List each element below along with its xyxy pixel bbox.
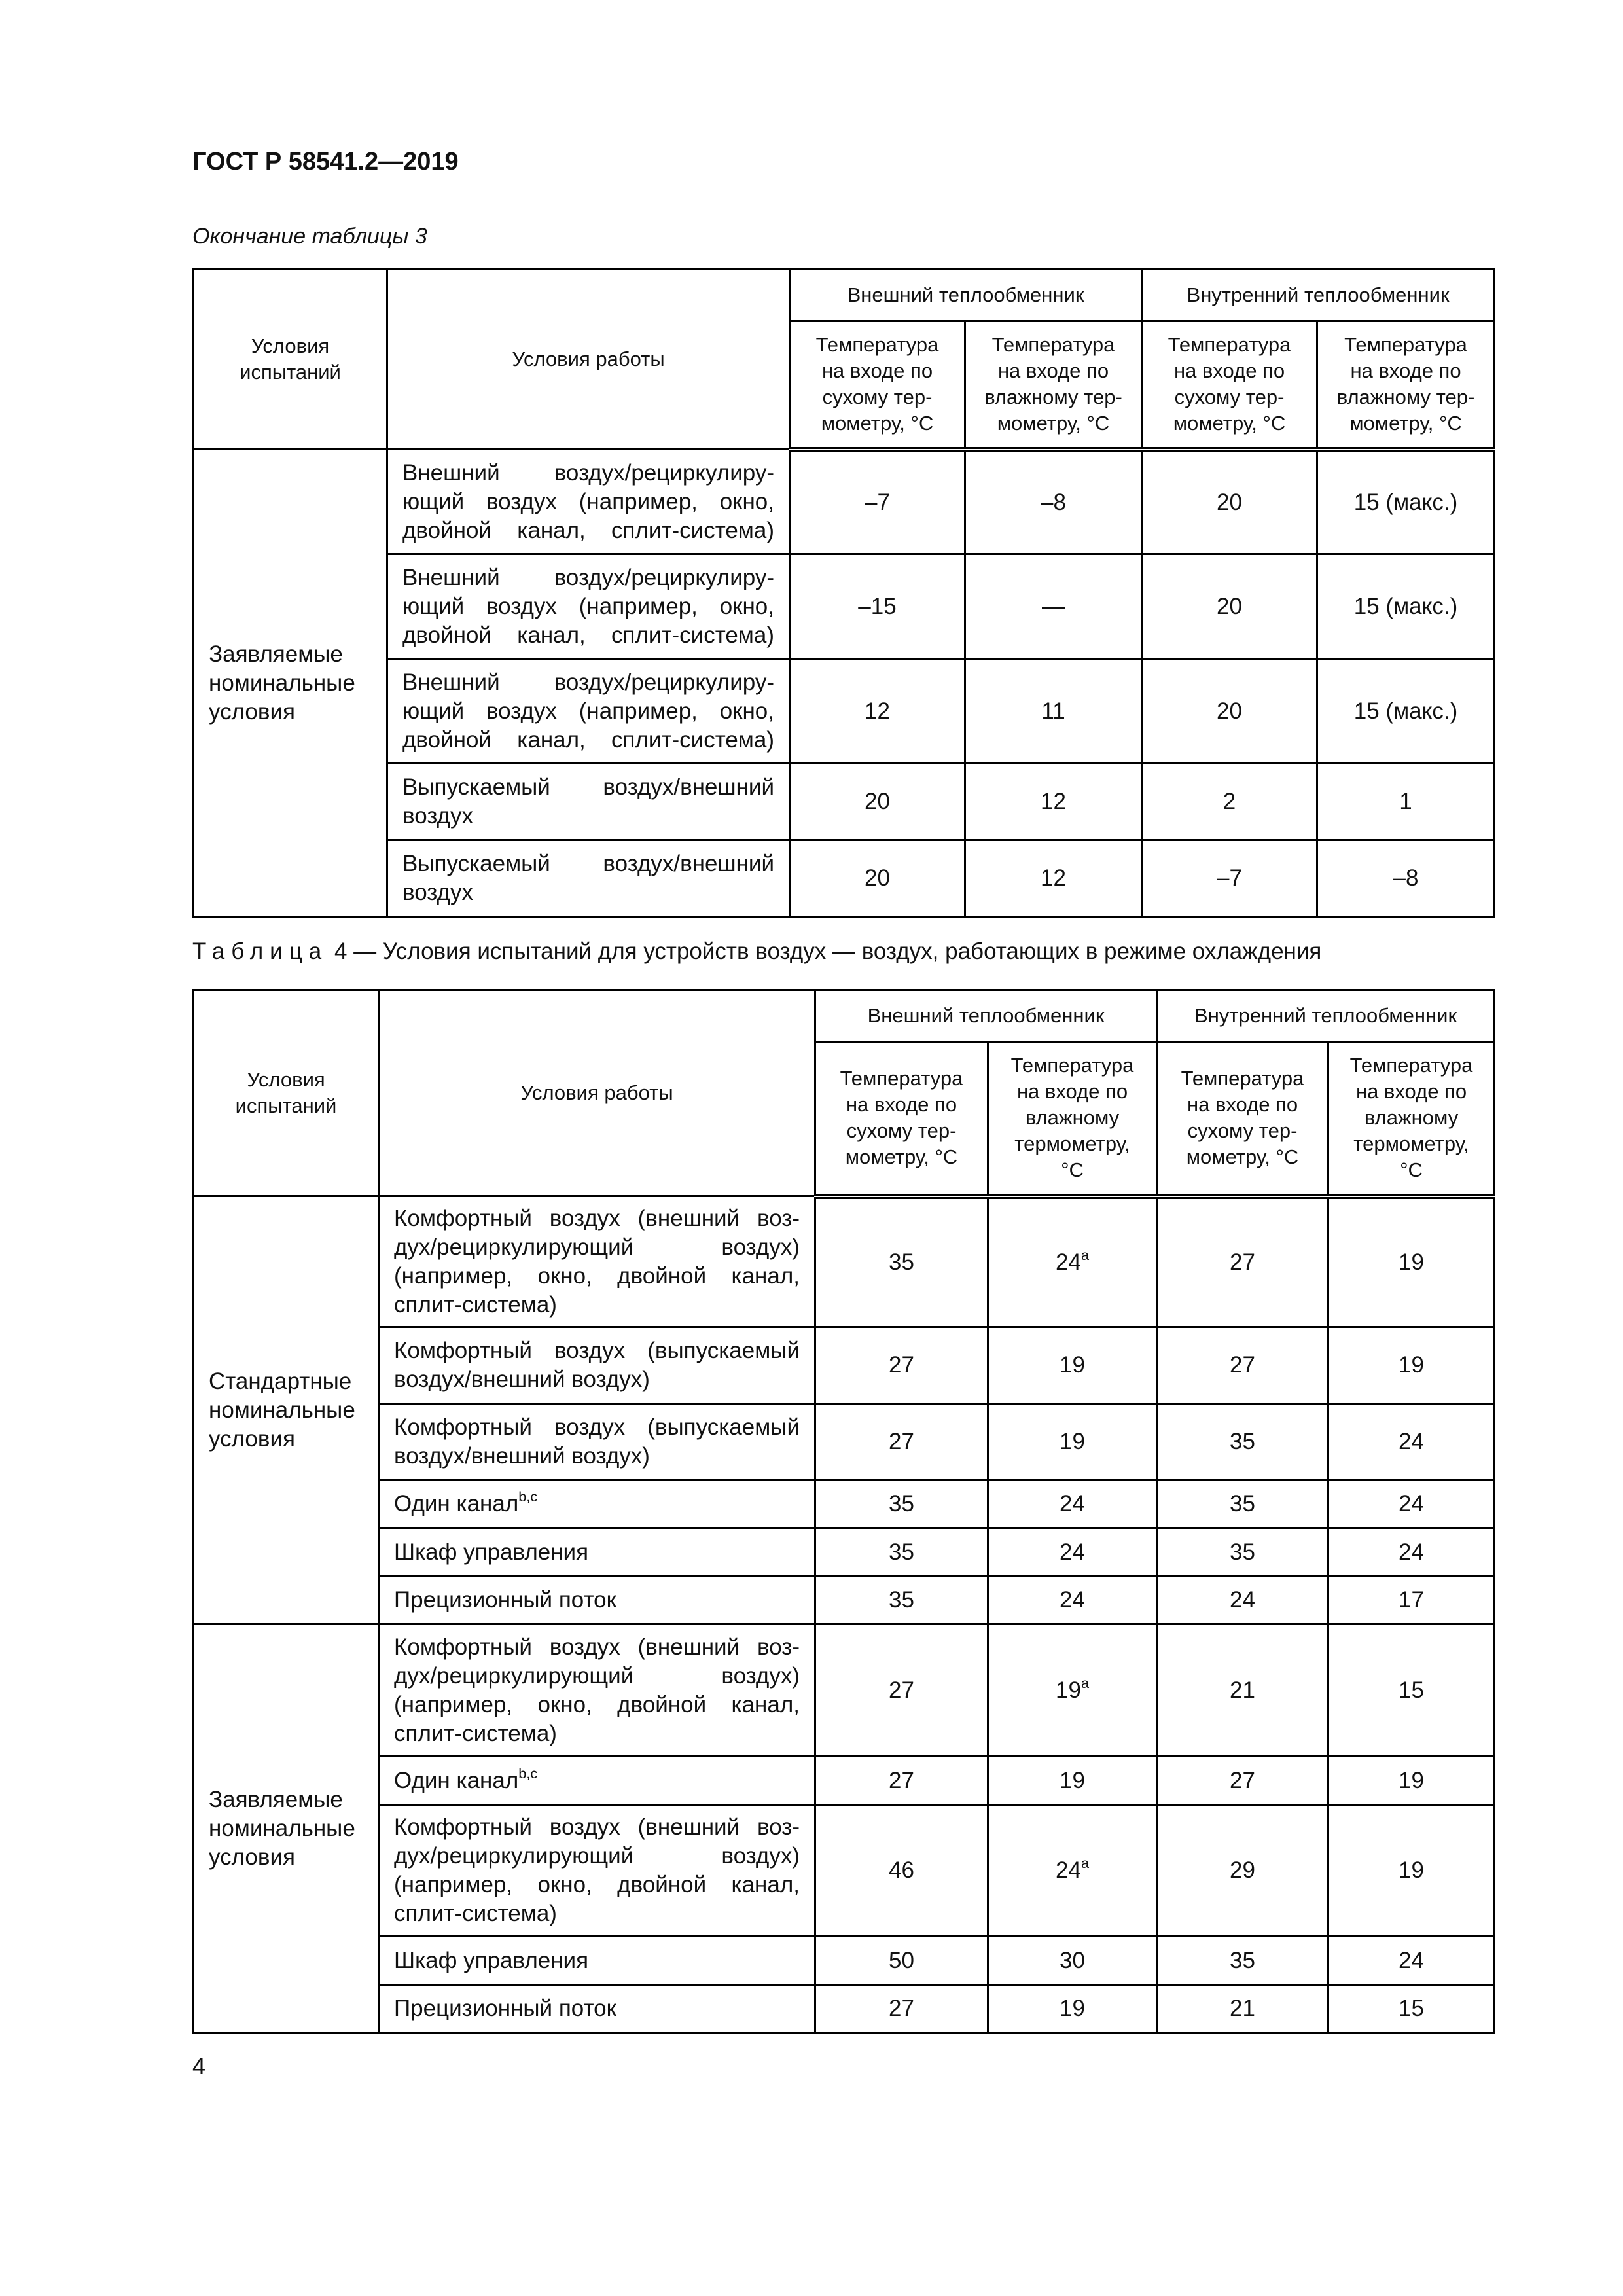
condition-cell: Прецизионный поток	[379, 1577, 815, 1624]
value-cell: 35	[1157, 1937, 1329, 1985]
value-cell: 24	[1329, 1528, 1495, 1577]
value-cell: 35	[1157, 1404, 1329, 1480]
condition-cell: Комфортный воздух (выпускаемый воздух/внешний воздух)	[379, 1327, 815, 1404]
condition-cell: Прецизионный поток	[379, 1985, 815, 2033]
value-cell: 24	[988, 1577, 1157, 1624]
footnote-ref: a	[1080, 1854, 1089, 1871]
value-cell: 35	[815, 1480, 988, 1528]
value-cell: 15	[1329, 1624, 1495, 1757]
header-indoor-hx: Внутренний теплообменник	[1142, 270, 1495, 321]
header-dry-bulb: Температура на входе по сухому тер-мометру, °C	[815, 1042, 988, 1196]
page-number: 4	[192, 2053, 206, 2079]
value-cell: 24	[1329, 1480, 1495, 1528]
table-row	[194, 1805, 1495, 1937]
table-row	[194, 1577, 1495, 1624]
value-cell: 35	[1157, 1528, 1329, 1577]
value-cell: 50	[815, 1937, 988, 1985]
row-group-label: Заявляемые номинальные условия	[194, 1624, 379, 2033]
value-cell: –15	[790, 554, 965, 659]
value-cell: 2	[1142, 764, 1317, 840]
value-cell: 35	[815, 1577, 988, 1624]
value-cell: –8	[965, 450, 1142, 554]
value-cell	[988, 1624, 1157, 1757]
header-wet-bulb: Температура на входе по влажному тер-мометру, °C	[1317, 321, 1495, 450]
value-cell: 19	[1329, 1196, 1495, 1327]
condition-cell	[379, 1757, 815, 1805]
condition-cell: Комфортный воздух (внешний воз-дух/рециркулирующий воздух) (например, окно, двойной канал, сплит-система)	[379, 1624, 815, 1757]
value-cell: 27	[815, 1327, 988, 1404]
header-test-conditions: Условия испытаний	[194, 990, 379, 1196]
value-cell: –8	[1317, 840, 1495, 917]
table-3	[192, 268, 1495, 918]
header-dry-bulb: Температура на входе по сухому тер-мометру, °C	[1157, 1042, 1329, 1196]
header-wet-bulb: Температура на входе по влажному термометру, °C	[988, 1042, 1157, 1196]
condition-cell: Шкаф управления	[379, 1937, 815, 1985]
table-row	[194, 554, 1495, 659]
value-cell: 21	[1157, 1624, 1329, 1757]
condition-cell: Шкаф управления	[379, 1528, 815, 1577]
table-row	[194, 1196, 1495, 1327]
header-indoor-hx: Внутренний теплообменник	[1157, 990, 1495, 1042]
value-cell: 19	[988, 1757, 1157, 1805]
row-group-label: Заявляемые номинальные условия	[194, 450, 387, 917]
value-cell: 15	[1329, 1985, 1495, 2033]
value-cell: 19	[1329, 1757, 1495, 1805]
condition-text: Один канал	[394, 1767, 519, 1793]
table-row	[194, 450, 1495, 554]
value-cell: 12	[965, 764, 1142, 840]
header-dry-bulb: Температура на входе по сухому тер-мометру, °C	[1142, 321, 1317, 450]
footnote-ref: a	[1080, 1674, 1089, 1691]
value-cell: 15 (макс.)	[1317, 554, 1495, 659]
footnote-ref: a	[1080, 1246, 1089, 1263]
condition-cell: Комфортный воздух (выпускаемый воздух/внешний воздух)	[379, 1404, 815, 1480]
value-cell: 46	[815, 1805, 988, 1937]
header-wet-bulb: Температура на входе по влажному тер-мометру, °C	[965, 321, 1142, 450]
value-cell: 20	[790, 840, 965, 917]
condition-cell: Комфортный воздух (внешний воз-дух/рециркулирующий воздух) (например, окно, двойной канал, сплит-система)	[379, 1196, 815, 1327]
condition-cell: Внешний воздух/рециркулиру-ющий воздух (например, окно, двойной канал, сплит-система)	[387, 554, 790, 659]
value-cell: 24	[1329, 1404, 1495, 1480]
table-row	[194, 1624, 1495, 1757]
value-cell: 17	[1329, 1577, 1495, 1624]
condition-cell	[379, 1480, 815, 1528]
condition-cell: Комфортный воздух (внешний воз-дух/рециркулирующий воздух) (например, окно, двойной канал, сплит-система)	[379, 1805, 815, 1937]
value-cell: –7	[1142, 840, 1317, 917]
header-operating-conditions: Условия работы	[387, 270, 790, 450]
value-cell	[988, 1805, 1157, 1937]
value-cell: 20	[1142, 659, 1317, 764]
table-4	[192, 989, 1495, 2034]
header-operating-conditions: Условия работы	[379, 990, 815, 1196]
value-cell: 15 (макс.)	[1317, 450, 1495, 554]
value-text: 24	[1056, 1249, 1081, 1275]
row-group-label: Стандартные номинальные условия	[194, 1196, 379, 1624]
table-row	[194, 1937, 1495, 1985]
table-row	[194, 840, 1495, 917]
value-cell: 24	[1157, 1577, 1329, 1624]
condition-cell: Выпускаемый воздух/внешний воздух	[387, 764, 790, 840]
value-cell: 35	[1157, 1480, 1329, 1528]
value-cell: 1	[1317, 764, 1495, 840]
table4-caption	[192, 939, 1321, 965]
table-row	[194, 1404, 1495, 1480]
value-cell: 20	[1142, 554, 1317, 659]
value-cell: 12	[965, 840, 1142, 917]
value-cell: 20	[1142, 450, 1317, 554]
value-cell: 35	[815, 1196, 988, 1327]
value-cell: 19	[1329, 1327, 1495, 1404]
value-cell: 24	[988, 1528, 1157, 1577]
table-row	[194, 1528, 1495, 1577]
value-cell: 27	[815, 1624, 988, 1757]
condition-cell: Выпускаемый воздух/внешний воздух	[387, 840, 790, 917]
table-row	[194, 1480, 1495, 1528]
footnote-ref: b,c	[518, 1488, 538, 1505]
header-test-conditions: Условия испытаний	[194, 270, 387, 450]
table4-caption-label: Таблица	[192, 939, 329, 964]
table4-caption-text: 4 — Условия испытаний для устройств воздух — воздух, работающих в режиме охлаждения	[334, 939, 1322, 964]
table-row	[194, 764, 1495, 840]
value-cell: –7	[790, 450, 965, 554]
table-row	[194, 1985, 1495, 2033]
value-cell: —	[965, 554, 1142, 659]
value-cell: 27	[1157, 1757, 1329, 1805]
value-cell: 24	[988, 1480, 1157, 1528]
value-cell: 27	[1157, 1196, 1329, 1327]
document-code: ГОСТ Р 58541.2—2019	[192, 148, 459, 175]
value-cell: 15 (макс.)	[1317, 659, 1495, 764]
value-cell: 19	[988, 1985, 1157, 2033]
value-cell: 27	[815, 1757, 988, 1805]
table3-caption: Окончание таблицы 3	[192, 224, 427, 249]
table-row	[194, 1757, 1495, 1805]
table-row	[194, 1327, 1495, 1404]
value-cell: 27	[1157, 1327, 1329, 1404]
value-cell: 35	[815, 1528, 988, 1577]
value-cell: 24	[1329, 1937, 1495, 1985]
value-cell: 27	[815, 1404, 988, 1480]
header-outdoor-hx: Внешний теплообменник	[790, 270, 1142, 321]
value-cell: 19	[988, 1404, 1157, 1480]
value-text: 24	[1056, 1857, 1081, 1883]
value-cell: 30	[988, 1937, 1157, 1985]
value-cell	[988, 1196, 1157, 1327]
value-cell: 12	[790, 659, 965, 764]
value-text: 19	[1056, 1677, 1081, 1703]
header-wet-bulb: Температура на входе по влажному термометру, °C	[1329, 1042, 1495, 1196]
footnote-ref: b,c	[518, 1765, 538, 1782]
condition-cell: Внешний воздух/рециркулиру-ющий воздух (например, окно, двойной канал, сплит-система)	[387, 450, 790, 554]
header-outdoor-hx: Внешний теплообменник	[815, 990, 1157, 1042]
value-cell: 20	[790, 764, 965, 840]
value-cell: 21	[1157, 1985, 1329, 2033]
value-cell: 29	[1157, 1805, 1329, 1937]
condition-cell: Внешний воздух/рециркулиру-ющий воздух (например, окно, двойной канал, сплит-система)	[387, 659, 790, 764]
value-cell: 11	[965, 659, 1142, 764]
condition-text: Один канал	[394, 1491, 519, 1516]
table-row	[194, 659, 1495, 764]
value-cell: 19	[988, 1327, 1157, 1404]
value-cell: 27	[815, 1985, 988, 2033]
header-dry-bulb: Температура на входе по сухому тер-мометру, °C	[790, 321, 965, 450]
value-cell: 19	[1329, 1805, 1495, 1937]
